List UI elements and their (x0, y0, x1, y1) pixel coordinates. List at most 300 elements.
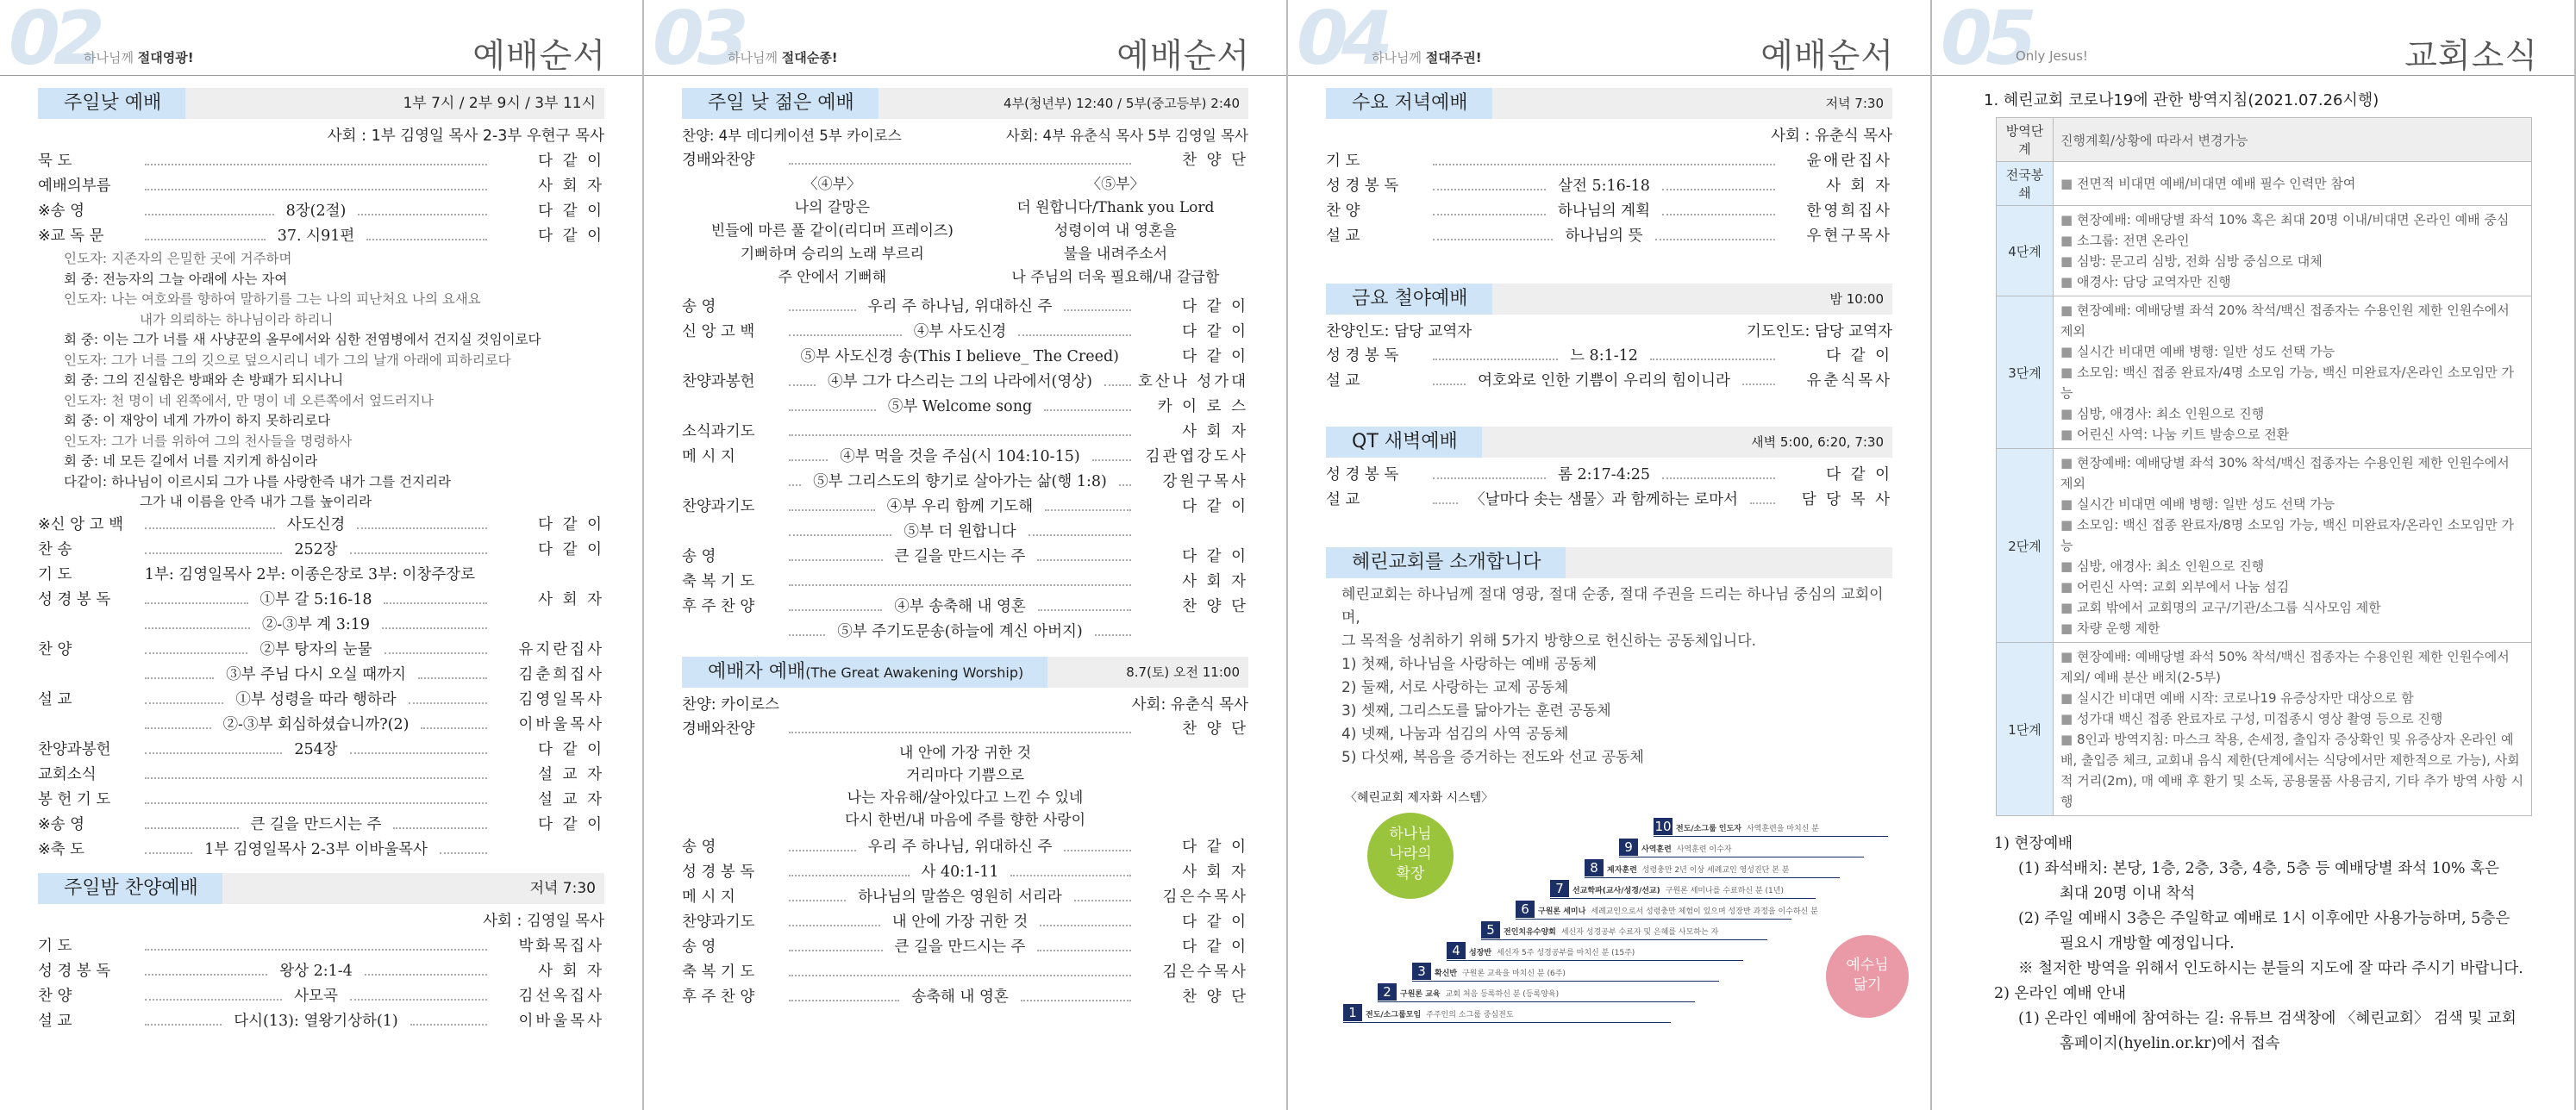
note-line: (2) 주일 예배시 3층은 주일학교 예배로 1시 이후에만 사용가능하며, 5층은 (2018, 910, 2510, 927)
order-label: 신 앙 고 백 (682, 323, 755, 340)
section-evening-worship: 주일밤 찬양예배 저녁 7:30 (38, 873, 604, 904)
order-leader: 다 같 이 (1182, 298, 1248, 315)
order-leader: 박화목집사 (518, 937, 604, 955)
order-content: 하나님의 말씀은 영원히 서리라 (858, 889, 1062, 906)
responsive-line: 회 중: 전능자의 그늘 아래에 사는 자여 (64, 271, 288, 287)
order-row (682, 935, 1248, 960)
order-leader: 다 같 이 (1182, 348, 1248, 365)
step-desc: 구원론 교육을 마치신 분 (6주) (1462, 970, 1566, 978)
order-leader: 다 같 이 (538, 540, 604, 558)
stage-items (2060, 300, 2524, 445)
order-content: ①부 성령을 따라 행하라 (235, 690, 397, 708)
order-leader: 다 같 이 (1182, 498, 1248, 515)
stage-item: ■ 현장예배: 예배당별 좌석 20% 착석/백신 접종자는 수용인원 제한 인원수에서 제외 (2060, 300, 2524, 341)
song-title: 다시 한번/내 마음에 주를 향한 사랑이 (844, 812, 1086, 829)
order-label: 성 경 봉 독 (1326, 178, 1399, 195)
order-leader: 김은수목사 (1162, 889, 1249, 906)
order-content: 1부 김영일목사 2-3부 이바울목사 (204, 840, 428, 858)
order-row (682, 495, 1248, 520)
step-name: 전도/소그룹 인도자 (1676, 825, 1741, 833)
stage-item: ■ 실시간 비대면 예배 병행: 일반 성도 선택 가능 (2060, 494, 2524, 514)
dot-leader (145, 552, 282, 554)
order-label: 설 교 (38, 690, 72, 708)
dot-leader (789, 850, 856, 851)
order-row (38, 959, 604, 984)
stage-details (2054, 643, 2532, 816)
dot-leader (366, 239, 487, 240)
page-header (0, 0, 642, 82)
diagram-step (1654, 818, 1888, 837)
note-line: 2) 온라인 예배 안내 (1994, 985, 2126, 1002)
dot-leader (1021, 1000, 1131, 1001)
table-row (1997, 296, 2532, 449)
dot-leader (145, 677, 214, 679)
table-header-row: 방역단계 진행계획/상황에 따라서 변경가능 (1997, 118, 2532, 162)
dot-leader (1037, 950, 1131, 951)
song-title: 불을 내려주소서 (1063, 246, 1168, 263)
church-intro-text (1326, 583, 1892, 770)
step-desc: 주주인의 소그룹 중심전도 (1426, 1011, 1514, 1020)
order-leader: 다 같 이 (1182, 323, 1248, 340)
order-content: 사모곡 (294, 987, 338, 1005)
order-label: 찬양과봉헌 (682, 373, 755, 390)
order-content: 사 40:1-11 (921, 864, 999, 881)
circle-label: 닮기 (1853, 976, 1882, 994)
order-leader: 사 회 자 (1826, 178, 1893, 195)
order-label: 찬 양 (38, 987, 72, 1005)
order-content: 송축해 내 영혼 (911, 988, 1009, 1006)
dot-leader (1018, 334, 1131, 336)
news-notes (1970, 832, 2536, 1057)
dot-leader (145, 652, 247, 654)
stage-item: ■ 소그룹: 전면 온라인 (2060, 230, 2524, 251)
order-row (38, 538, 604, 563)
order-content: ①부 갈 5:16-18 (259, 590, 372, 608)
step-number: 6 (1516, 901, 1535, 918)
order-label: 기 도 (1326, 153, 1360, 170)
order-row (682, 860, 1248, 885)
step-desc: 교회 처음 등록하신 분 (등록양육) (1445, 990, 1560, 999)
order-label: 기 도 (38, 937, 72, 955)
step-name: 제자훈련 (1607, 866, 1637, 875)
order-row (38, 813, 604, 838)
order-leader: 찬 양 단 (1182, 988, 1248, 1006)
dot-leader (789, 634, 825, 636)
section-church-intro: 혜린교회를 소개합니다 (1326, 547, 1892, 578)
order-content: 여호와로 인한 기쁨이 우리의 힘이니라 (1478, 372, 1730, 390)
responsive-line: 인도자: 천 명이 네 왼쪽에서, 만 명이 네 오른쪽에서 엎드러지나 (64, 392, 434, 408)
section-qt-worship: QT 새벽예배 새벽 5:00, 6:20, 7:30 (1326, 427, 1892, 458)
order-label: 성 경 봉 독 (1326, 347, 1399, 365)
song-title: 〈⑤부〉 (1086, 176, 1145, 193)
stage-label: 전국봉쇄 (1997, 162, 2054, 206)
stage-item: ■ 실시간 비대면 예배 병행: 일반 성도 선택 가능 (2060, 341, 2524, 362)
circle-label: 나라의 (1389, 845, 1432, 863)
dot-leader (145, 827, 239, 829)
page-header (1932, 0, 2574, 82)
stage-label: 3단계 (1997, 296, 2054, 449)
responsive-line: 내가 의뢰하는 하나님이라 하리니 (140, 311, 334, 327)
order-row (682, 835, 1248, 860)
table-row (1997, 643, 2532, 816)
order-content: ④부 송축해 내 영혼 (894, 598, 1026, 615)
circle-label: 예수님 (1846, 957, 1889, 974)
dot-leader (1037, 559, 1131, 561)
step-name: 구원론 세미나 (1538, 907, 1586, 916)
intro-line: 3) 셋째, 그리스도를 닮아가는 훈련 공동체 (1341, 702, 1611, 720)
dot-leader (145, 189, 487, 190)
stage-item: ■ 심방, 애경사: 최소 인원으로 진행 (2060, 403, 2524, 424)
order-label: 교회소식 (38, 765, 97, 783)
step-desc: 세신자 5주 성경공부를 마치신 분 (15주) (1497, 949, 1635, 957)
order-list (1326, 344, 1892, 394)
dot-leader (145, 527, 275, 529)
covid-guideline-table (1996, 117, 2532, 816)
order-content: ④부 먹을 것을 주심(시 104:10-15) (840, 448, 1080, 465)
dot-leader (1040, 925, 1131, 926)
order-row (682, 420, 1248, 445)
stage-label: 4단계 (1997, 206, 2054, 296)
dot-leader (358, 214, 487, 215)
order-row (1326, 463, 1892, 488)
dot-leader (382, 627, 487, 629)
dot-leader (1655, 239, 1775, 240)
order-label: 찬 양 (1326, 203, 1360, 220)
dot-leader (384, 602, 487, 604)
dot-leader (145, 702, 223, 704)
order-content: 사도신경 (286, 515, 346, 533)
order-content: ⑤부 그리스도의 향기로 살아가는 삶(행 1:8) (813, 473, 1107, 490)
dot-leader (789, 950, 883, 951)
step-name: 성장반 (1469, 949, 1492, 957)
order-leader: 이바울목사 (518, 1012, 605, 1030)
order-row (1326, 149, 1892, 174)
dot-leader (350, 552, 487, 554)
step-desc: 사역훈련을 마치신 분 (1746, 825, 1819, 833)
stage-item: ■ 성가대 백신 접종 완료자로 구성, 미접종시 영상 촬영 등으로 진행 (2060, 708, 2524, 729)
order-content: ④부 사도신경 (913, 323, 1007, 340)
order-content: 큰 길을 만드시는 주 (894, 939, 1026, 956)
order-row (1326, 224, 1892, 249)
circle-label: 확장 (1396, 865, 1425, 882)
order-leader: 김춘희집사 (518, 665, 604, 683)
dot-leader (789, 459, 828, 461)
order-content: 하나님의 계획 (1558, 203, 1650, 220)
order-content: 37. 시91편 (277, 228, 355, 245)
order-row (682, 910, 1248, 935)
order-row (38, 638, 604, 663)
order-label: ※축 도 (38, 840, 85, 858)
order-content: 내 안에 가장 귀한 것 (891, 914, 1029, 931)
order-label: ※교 독 문 (38, 228, 104, 245)
song-title: 나 주님의 더욱 필요해/내 갈급함 (1011, 269, 1220, 286)
step-number: 5 (1481, 921, 1500, 939)
order-content: ②-③부 회심하셨습니까?(2) (222, 715, 410, 733)
order-leader: 사 회 자 (1182, 423, 1248, 440)
table-row (1997, 162, 2532, 206)
order-leader: 다 같 이 (538, 740, 604, 758)
order-leader: 다 같 이 (538, 228, 605, 245)
order-row (682, 470, 1248, 495)
table-row (1997, 206, 2532, 296)
order-row (38, 174, 604, 199)
order-row (38, 788, 604, 813)
order-content: 느 8:1-12 (1570, 347, 1638, 365)
order-leader: 사 회 자 (1182, 864, 1249, 881)
page-number: 02 (9, 0, 98, 82)
note-line: 최대 20명 이내 착석 (2060, 885, 2196, 902)
order-content: ⑤부 주기도문송(하늘에 계신 아버지) (837, 623, 1083, 640)
order-row (38, 688, 604, 713)
intro-line: 그 목적을 성취하기 위해 5가지 방향으로 헌신하는 공동체입니다. (1341, 633, 1757, 650)
stage-item: ■ 심방, 애경사: 최소 인원으로 진행 (2060, 556, 2524, 577)
praise-songs (682, 173, 1248, 290)
order-leader: 유춘식목사 (1806, 372, 1893, 390)
diagram-step (1343, 1004, 1671, 1023)
order-leader: 다 같 이 (1182, 839, 1248, 856)
stage-item: ■ 현장예배: 예배당별 좌석 30% 착석/백신 접종자는 수용인원 제한 인원수에서 제외 (2060, 452, 2524, 494)
order-list (682, 835, 1248, 1010)
order-label: 메 시 지 (682, 889, 735, 906)
order-content: 우리 주 하나님, 위대하신 주 (867, 839, 1053, 856)
page-02 (0, 0, 644, 1110)
order-label: 설 교 (1326, 491, 1360, 508)
responsive-line: 회 중: 이 재앙이 네게 가까이 하지 못하리로다 (64, 413, 331, 428)
diagram-step (1619, 839, 1864, 857)
stage-item: ■ 8인과 방역지침: 마스크 착용, 손세정, 출입자 증상확인 및 유증상자 온라인 예배, 출입증 체크, 교회내 음식 제한(단계에서는 식당에서만 제한적으로 가능), 사회적 거리(2m), 매 예배 후 환기 및 소독, 공용물품 사용금지, 기타 추가 방역 사항 시행 (2060, 729, 2524, 812)
order-label: 찬 송 (38, 540, 72, 558)
order-label: 후 주 찬 양 (682, 988, 755, 1006)
order-leader: 김관엽강도사 (1145, 448, 1248, 465)
order-row (682, 520, 1248, 545)
song-title: 〈④부〉 (803, 176, 862, 193)
note-line: ※ 철저한 방역을 위해서 인도하시는 분들의 지도에 잘 따라 주시기 바랍니다. (2018, 960, 2523, 977)
diagram-title: 〈혜린교회 제자화 시스템〉 (1345, 791, 1494, 805)
step-number: 7 (1550, 880, 1569, 897)
dot-leader (1750, 502, 1775, 504)
order-leader: 다 같 이 (538, 815, 604, 833)
dot-leader (1433, 477, 1546, 479)
order-label: 예배의부름 (38, 178, 111, 195)
stage-items (2060, 209, 2524, 292)
songs-4th (711, 173, 953, 290)
page-05 (1932, 0, 2576, 1110)
dot-leader (145, 999, 282, 1001)
order-leader: 사 회 자 (538, 178, 604, 195)
order-content: 왕상 2:1-4 (279, 962, 353, 980)
order-row (1326, 174, 1892, 199)
order-row (38, 199, 604, 224)
diagram-step (1481, 921, 1767, 940)
responsive-line: 그가 내 이름을 안즉 내가 그를 높이리라 (140, 494, 372, 509)
order-content: 큰 길을 만드시는 주 (894, 548, 1026, 565)
step-number: 4 (1447, 942, 1466, 959)
step-desc: 사역훈련 이수자 (1676, 845, 1732, 854)
intro-line: 1) 첫째, 하나님을 사랑하는 예배 공동체 (1341, 656, 1597, 673)
order-content: 8장(2절) (285, 203, 347, 220)
note-line: (1) 온라인 예배에 참여하는 길: 유튜브 검색창에 〈혜린교회〉 검색 및 교회 (2018, 1010, 2517, 1027)
diagram-step (1516, 901, 1818, 920)
christlike-circle (1826, 935, 1909, 1018)
order-row (38, 588, 604, 613)
praise-host-line: 찬양: 4부 데디케이션 5부 카이로스 사회: 4부 유춘식 목사 5부 김영일 목사 (682, 128, 1248, 144)
order-row (38, 613, 604, 638)
dot-leader (145, 802, 487, 804)
circle-label: 하나님 (1389, 826, 1432, 843)
order-row (1326, 488, 1892, 513)
responsive-line: 인도자: 그가 너를 그의 깃으로 덮으시리니 네가 그의 날개 아래에 피하리로다 (64, 352, 511, 368)
dot-leader (789, 975, 1131, 976)
stage-item: ■ 소모임: 백신 접종 완료자/4명 소모임 가능, 백신 미완료자/온라인 소모임만 가능 (2060, 362, 2524, 403)
order-leader: 사 회 자 (538, 590, 605, 608)
diagram-step (1412, 963, 1719, 982)
order-content: ⑤부 사도신경 송(This I believe_ The Creed) (800, 348, 1119, 365)
diagram-step (1378, 983, 1695, 1002)
order-leader: 다 같 이 (1182, 548, 1248, 565)
order-list (1326, 463, 1892, 513)
dot-leader (1074, 900, 1131, 901)
dot-leader (789, 534, 891, 536)
leader-line: 찬양인도: 담당 교역자 기도인도: 담당 교역자 (1326, 323, 1892, 340)
dot-leader (350, 752, 487, 754)
note-line: (1) 좌석배치: 본당, 1층, 2층, 3층, 4층, 5층 등 예배당별 좌석 10% 혹은 (2018, 860, 2499, 877)
dot-leader (145, 627, 250, 629)
order-label: 기 도 (38, 565, 72, 583)
dot-leader (789, 925, 880, 926)
step-desc: 구원론 세미나를 수료하신 분 (1년) (1665, 887, 1784, 895)
order-content: ②-③부 계 3:19 (261, 615, 371, 633)
dot-leader (393, 827, 487, 829)
order-row (682, 570, 1248, 595)
step-number: 9 (1619, 839, 1638, 856)
order-content: 살전 5:16-18 (1558, 178, 1650, 195)
page-header (644, 0, 1286, 82)
intro-line: 4) 넷째, 나눔과 섬김의 사역 공동체 (1341, 726, 1569, 743)
song-list (682, 742, 1248, 832)
order-list (682, 295, 1248, 645)
section-wednesday-worship: 수요 저녁예배 저녁 7:30 (1326, 88, 1892, 119)
note-line: 홈페이지(hyelin.or.kr)에서 접속 (2060, 1035, 2280, 1052)
order-row (682, 885, 1248, 910)
order-list (38, 513, 604, 863)
dot-leader (145, 974, 267, 976)
page-number: 03 (653, 0, 742, 82)
order-row (38, 513, 604, 538)
order-row (38, 1009, 604, 1034)
step-name: 전도/소그룹모임 (1366, 1011, 1422, 1020)
song-title: 기뻐하며 승리의 노래 부르리 (740, 246, 924, 263)
responsive-line: 인도자: 나는 여호와를 향하여 말하기를 그는 나의 피난처요 나의 요새요 (64, 291, 481, 307)
order-leader: 다 같 이 (1826, 466, 1893, 483)
order-label: 송 영 (682, 298, 716, 315)
order-content: 우리 주 하나님, 위대하신 주 (867, 298, 1053, 315)
intro-line: 5) 다섯째, 복음을 증거하는 전도와 선교 공동체 (1341, 749, 1644, 766)
page-number: 05 (1941, 0, 2030, 82)
order-row (1326, 199, 1892, 224)
step-desc: 세례교인으로서 성령충만 체험이 있으며 성장반 과정을 이수하신 분 (1591, 907, 1818, 916)
dot-leader (789, 559, 883, 561)
dot-leader (418, 677, 487, 679)
song-title: 내 안에 가장 귀한 것 (899, 745, 1031, 762)
dot-leader (1433, 502, 1458, 504)
order-leader: 사 회 자 (1182, 573, 1248, 590)
stage-details (2054, 296, 2532, 449)
note-line: 필요시 개방할 예정입니다. (2060, 935, 2235, 952)
order-label: 축 복 기 도 (682, 963, 755, 981)
host-line: 사회 : 유춘식 목사 (1771, 128, 1892, 145)
order-leader: 다 같 이 (1182, 914, 1248, 931)
order-label: 설 교 (1326, 228, 1360, 245)
dot-leader (1045, 509, 1131, 511)
order-row (1326, 344, 1892, 369)
stage-label: 2단계 (1997, 449, 2054, 643)
order-row (38, 224, 604, 249)
page-motto: Only Jesus! (2016, 48, 2088, 64)
responsive-line: 회 중: 그의 진실함은 방패와 손 방패가 되시나니 (64, 372, 344, 388)
order-row (682, 960, 1248, 985)
order-row (682, 620, 1248, 645)
responsive-line: 다같이: 하나님이 이르시되 그가 나를 사랑한즉 내가 그를 건지리라 (64, 473, 451, 490)
dot-leader (1064, 850, 1131, 851)
dot-leader (789, 484, 801, 486)
page-title: 예배순서 (1760, 37, 1894, 76)
order-leader: 유지란집사 (518, 640, 604, 658)
order-label: 성 경 봉 독 (38, 590, 111, 608)
stage-details (2054, 162, 2532, 206)
order-label: 송 영 (682, 548, 716, 565)
order-label: 찬양과기도 (682, 914, 755, 931)
order-label: 송 영 (682, 839, 716, 856)
dot-leader (1433, 359, 1558, 360)
intro-line: 혜린교회는 하나님께 절대 영광, 절대 순종, 절대 주권을 드리는 하나님 중심의 교회이며, (1341, 586, 1884, 627)
dot-leader (145, 214, 274, 215)
section-worshiper-worship: 예배자 예배(The Great Awakening Worship) 8.7(토) 오전 11:00 (682, 657, 1248, 688)
order-row (38, 563, 604, 588)
order-label: 메 시 지 (682, 448, 735, 465)
dot-leader (789, 900, 846, 901)
stage-item: ■ 전면적 비대면 예배/비대면 예배 필수 인력만 참여 (2060, 173, 2524, 194)
order-label: 성 경 봉 독 (1326, 466, 1399, 483)
order-leader: 윤애란집사 (1806, 153, 1892, 170)
order-label: ※신 앙 고 백 (38, 515, 123, 533)
order-row (38, 984, 604, 1009)
order-leader: 호산나 성가대 (1138, 373, 1249, 390)
step-name: 확신반 (1435, 970, 1458, 978)
order-leader: 설 교 자 (538, 765, 604, 783)
dot-leader (1433, 164, 1775, 165)
order-list (38, 934, 604, 1034)
page-04 (1288, 0, 1932, 1110)
section-friday-worship: 금요 철야예배 밤 10:00 (1326, 284, 1892, 315)
discipleship-diagram (1326, 789, 1892, 1026)
stage-item: ■ 교회 밖에서 교회명의 교구/기관/소그룹 식사모임 제한 (2060, 597, 2524, 618)
order-leader: 설 교 자 (538, 790, 604, 808)
dot-leader (789, 509, 875, 511)
section-youth-worship: 주일 낮 젊은 예배 4부(청년부) 12:40 / 5부(중고등부) 2:40 (682, 88, 1248, 119)
page-motto: 하나님께 절대주권! (1372, 50, 1482, 65)
order-row (682, 345, 1248, 370)
dot-leader (789, 309, 856, 311)
order-row (38, 149, 604, 174)
stage-items (2060, 173, 2524, 194)
dot-leader (1650, 359, 1775, 360)
dot-leader (385, 652, 487, 654)
order-row (682, 445, 1248, 470)
responsive-reading (38, 249, 604, 513)
order-leader: 김선옥집사 (518, 987, 604, 1005)
order-row (38, 838, 604, 863)
note-line: 1) 현장예배 (1994, 835, 2073, 852)
